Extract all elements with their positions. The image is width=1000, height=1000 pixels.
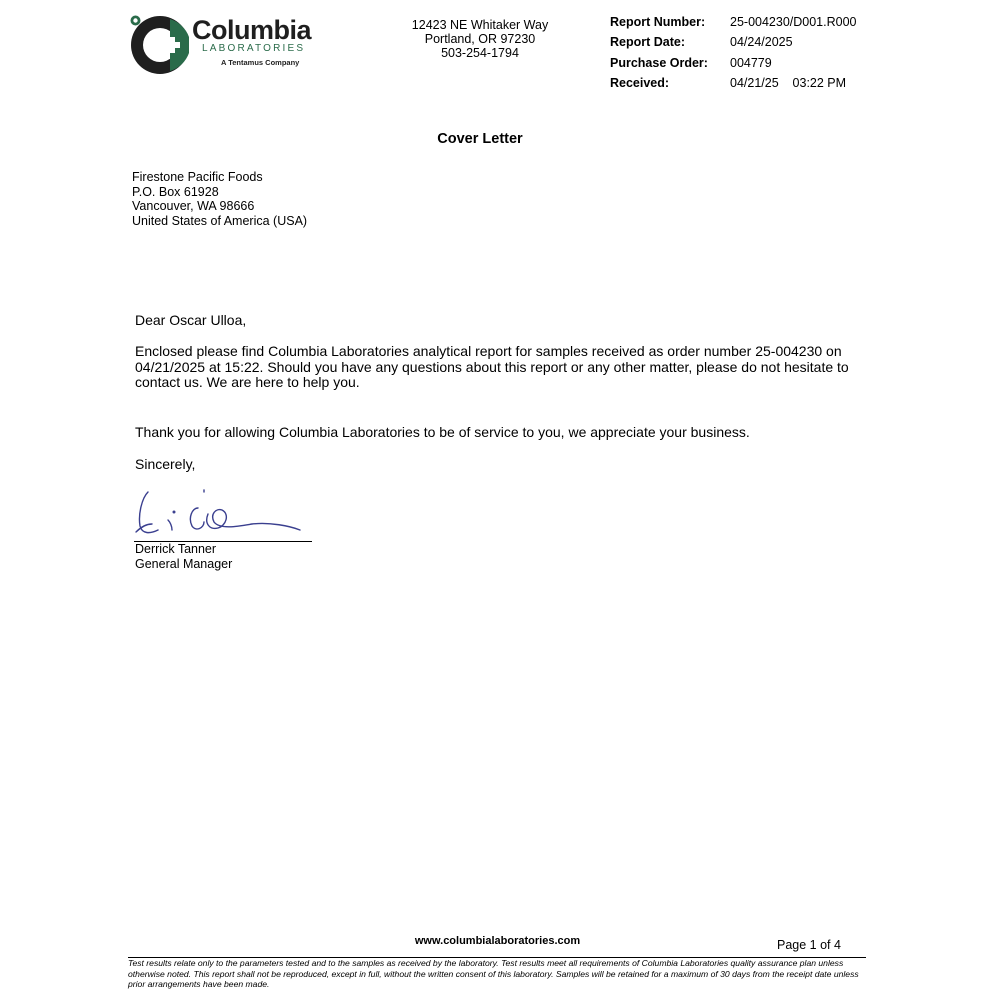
recipient-company: Firestone Pacific Foods — [132, 170, 263, 184]
report-date-label: Report Date: — [610, 35, 686, 50]
signer-block — [135, 542, 232, 571]
address-street: 12423 NE Whitaker Way — [411, 18, 549, 32]
page-title: Cover Letter — [437, 131, 523, 147]
signer-title: General Manager — [135, 556, 233, 571]
page-number: Page 1 of 4 — [777, 938, 841, 952]
address-phone: 503-254-1794 — [441, 46, 519, 60]
signer-name: Derrick Tanner — [135, 542, 217, 556]
company-logo — [130, 15, 320, 77]
recipient-city: Vancouver, WA 98666 — [132, 199, 255, 213]
thanks-paragraph: Thank you for allowing Columbia Laboratories to be of service to you, we appreciate your business. — [135, 424, 750, 440]
footer-disclaimer: Test results relate only to the parameters tested and to the samples as received by the laboratory. Test results meet all requirements of Columbia Laboratories quality assurance plan unless otherwise noted. This report shall not be reproduced, except in full, without the written consent of this laboratory. Samples will be retained for a maximum of 30 days from the receipt date unless prior arrangements have been made. — [128, 958, 859, 989]
footer-website-link[interactable]: www.columbialaboratories.com — [414, 935, 581, 947]
logo-name: Columbia — [192, 15, 312, 45]
logo-tagline: A Tentamus Company — [221, 58, 300, 67]
signature-image — [130, 484, 310, 542]
closing: Sincerely, — [135, 456, 196, 472]
letter-body: Enclosed please find Columbia Laboratories analytical report for samples received as order number 25-004230 on 04/21/2025 at 15:22. Should you have any questions about this report or any other matter, please do not hesitate to contact us. We are here to help you. — [135, 343, 849, 390]
report-number-value: 25-004230/D001.R000 — [730, 15, 857, 29]
recipient-address — [132, 170, 307, 228]
salutation: Dear Oscar Ulloa, — [135, 312, 247, 328]
tentamus-icon — [130, 15, 141, 26]
recipient-po-box: P.O. Box 61928 — [132, 184, 219, 199]
report-date-value: 04/24/2025 — [730, 35, 793, 50]
recipient-country: United States of America (USA) — [132, 213, 308, 228]
received-value: 04/21/25 03:22 PM — [730, 75, 847, 90]
report-number-label: Report Number: — [610, 15, 706, 29]
logo-subtitle: LABORATORIES — [202, 43, 306, 54]
address-city: Portland, OR 97230 — [424, 32, 536, 46]
purchase-order-value: 004779 — [730, 55, 772, 70]
lab-address — [390, 18, 570, 60]
received-label: Received: — [610, 75, 670, 90]
purchase-order-label: Purchase Order: — [610, 55, 708, 70]
